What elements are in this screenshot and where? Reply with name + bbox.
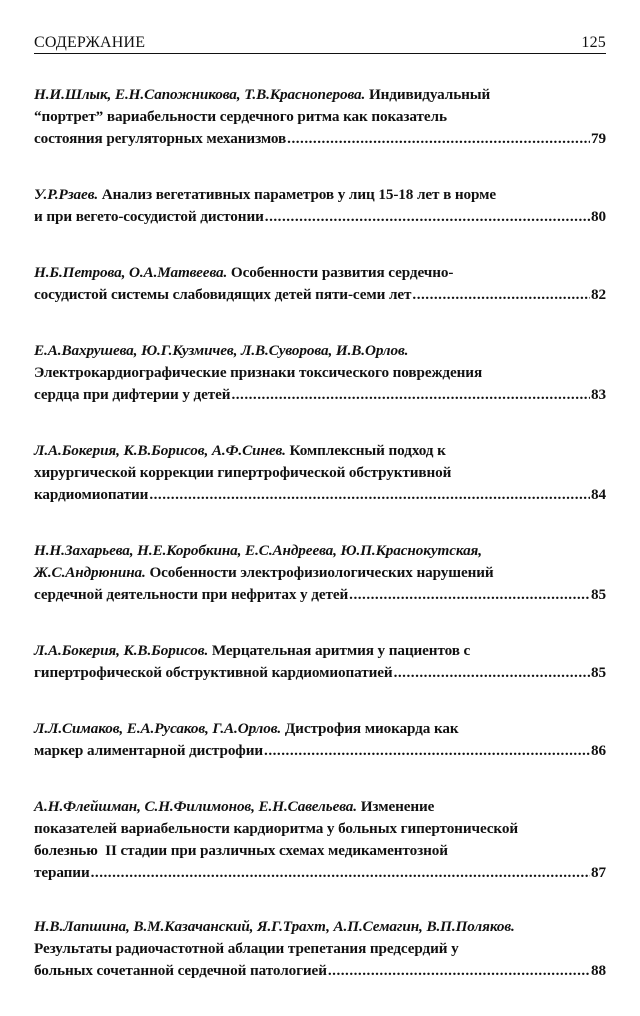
- entry-title-line: болезнью II стадии при различных схемах медикаментозной: [34, 842, 448, 859]
- entry-title: Комплексный подход к: [285, 442, 446, 459]
- dot-leader: [349, 584, 590, 606]
- entry-authors: Л.А.Бокерия, К.В.Борисов, А.Ф.Синев.: [34, 442, 286, 459]
- toc-entry: [34, 916, 606, 982]
- entry-authors: Ж.С.Андрюнина.: [34, 564, 146, 581]
- entry-title-line: сердечной деятельности при нефритах у детей: [34, 586, 349, 603]
- toc-entry: [34, 84, 606, 150]
- entry-authors: Л.А.Бокерия, К.В.Борисов.: [34, 642, 209, 659]
- toc-entry: [34, 640, 606, 684]
- entry-title-line: больных сочетанной сердечной патологией: [34, 962, 327, 979]
- entry-authors: Н.Б.Петрова, О.А.Матвеева.: [34, 264, 228, 281]
- toc-entry: [34, 540, 606, 606]
- entry-title: Особенности развития сердечно-: [227, 264, 454, 281]
- entry-page-number: 86: [591, 742, 606, 759]
- dot-leader: [231, 384, 590, 406]
- entry-title-line: терапии: [34, 864, 90, 881]
- entry-title-line: сердца при дифтерии у детей: [34, 386, 231, 403]
- toc-entries: [34, 84, 606, 982]
- dot-leader: [394, 662, 590, 684]
- entry-authors: А.Н.Флейшман, С.Н.Филимонов, Е.Н.Савельева.: [34, 798, 357, 815]
- entry-title: Анализ вегетативных параметров у лиц 15-18 лет в норме: [98, 186, 497, 203]
- entry-title-line: Электрокардиографические признаки токсического повреждения: [34, 364, 483, 381]
- entry-title-line: сосудистой системы слабовидящих детей пяти-семи лет: [34, 286, 412, 303]
- entry-page-number: 85: [591, 664, 606, 681]
- toc-entry: [34, 796, 606, 884]
- entry-title-line: и при вегето-сосудистой дистонии: [34, 208, 264, 225]
- entry-authors: Н.В.Лапшина, В.М.Казачанский, Я.Г.Трахт, А.П.Семагин, В.П.Поляков.: [34, 918, 515, 935]
- toc-entry: [34, 440, 606, 506]
- dot-leader: [412, 284, 590, 306]
- entry-title-line: Результаты радиочастотной аблации трепетания предсердий у: [34, 940, 459, 957]
- entry-authors: Н.Н.Захарьева, Н.Е.Коробкина, Е.С.Андреева, Ю.П.Краснокутская,: [34, 542, 482, 559]
- entry-authors: Е.А.Вахрушева, Ю.Г.Кузмичев, Л.В.Суворова, И.В.Орлов.: [34, 342, 409, 359]
- entry-title-line: показателей вариабельности кардиоритма у больных гипертонической: [34, 820, 519, 837]
- dot-leader: [264, 740, 590, 762]
- dot-leader: [149, 484, 590, 506]
- toc-entry: [34, 718, 606, 762]
- toc-entry: [34, 262, 606, 306]
- entry-page-number: 84: [591, 486, 606, 503]
- entry-page-number: 85: [591, 586, 606, 603]
- entry-page-number: 87: [591, 864, 606, 881]
- entry-title-line: маркер алиментарной дистрофии: [34, 742, 264, 759]
- entry-authors: У.Р.Рзаев.: [34, 186, 99, 203]
- entry-title-line: хирургической коррекции гипертрофической обструктивной: [34, 464, 452, 481]
- entry-title: Мерцательная аритмия у пациентов с: [208, 642, 471, 659]
- section-title: СОДЕРЖАНИЕ: [34, 34, 146, 51]
- entry-page-number: 80: [591, 208, 606, 225]
- page-header: [34, 34, 606, 54]
- entry-title-line: кардиомиопатии: [34, 486, 149, 503]
- dot-leader: [287, 128, 590, 150]
- dot-leader: [265, 206, 590, 228]
- page-number: 125: [581, 34, 606, 51]
- entry-authors: Н.И.Шлык, Е.Н.Сапожникова, Т.В.Красноперова.: [34, 86, 366, 103]
- dot-leader: [328, 960, 590, 982]
- entry-title-line: гипертрофической обструктивной кардиомиопатией: [34, 664, 393, 681]
- entry-page-number: 83: [591, 386, 606, 403]
- toc-page: [34, 34, 606, 1016]
- entry-title: Дистрофия миокарда как: [281, 720, 459, 737]
- entry-title: Изменение: [357, 798, 435, 815]
- entry-page-number: 88: [591, 962, 606, 979]
- entry-title: Особенности электрофизиологических нарушений: [145, 564, 494, 581]
- entry-page-number: 82: [591, 286, 606, 303]
- toc-entry: [34, 184, 606, 228]
- dot-leader: [91, 862, 590, 884]
- entry-authors: Л.Л.Симаков, Е.А.Русаков, Г.А.Орлов.: [34, 720, 282, 737]
- entry-title: Индивидуальный: [365, 86, 491, 103]
- entry-title-line: состояния регуляторных механизмов: [34, 130, 287, 147]
- entry-title-line: “портрет” вариабельности сердечного ритма как показатель: [34, 108, 447, 125]
- entry-page-number: 79: [591, 130, 606, 147]
- toc-entry: [34, 340, 606, 406]
